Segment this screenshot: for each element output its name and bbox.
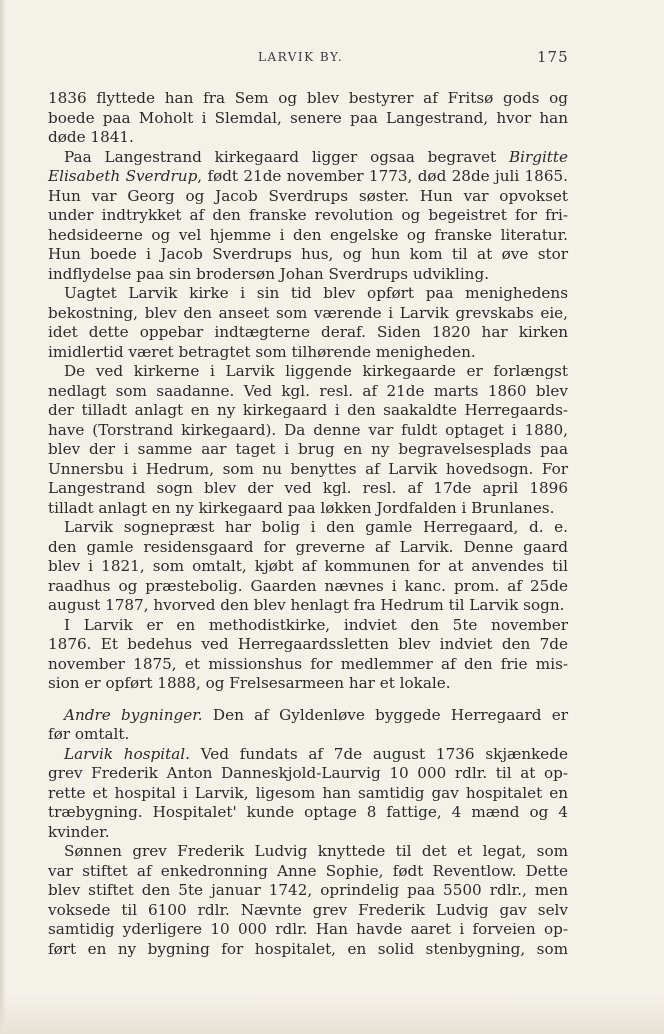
text-line: august 1787, hvorved den blev henlagt fra Hedrum til Larvik sogn. [48,596,565,614]
text-line: boede paa Moholt i Slemdal, senere paa Langestrand, hvor han [48,108,568,127]
text-line: bekostning, blev den anseet som værende i Larvik grevskabs eie, [48,303,568,322]
text-line: nedlagt som saadanne. Ved kgl. resl. af 21de marts 1860 blev [48,381,568,400]
text-line: Hun var Georg og Jacob Sverdrups søster. Hun var opvokset [48,186,568,205]
text-line: I Larvik er en methodistkirke, indviet den 5te november [64,615,568,634]
text-line: Sønnen grev Frederik Ludvig knyttede til det et legat, som [64,842,568,860]
page-number: 175 [537,48,569,66]
text-line: blev stiftet den 5te januar 1742, oprindelig paa 5500 rdlr., men [48,881,568,899]
text-line: Elisabeth Sverdrup, født 21de november 1773, død 28de juli 1865. [48,167,568,185]
text-line: Larvik hospital. Ved fundats af 7de august 1736 skjænkede [64,744,568,763]
text-line: der tilladt anlagt en ny kirkegaard i den saakaldte Herregaards- [48,401,568,419]
text-line: Larvik sognepræst har bolig i den gamle Herregaard, d. e. [64,518,568,536]
text-line: idet dette oppebar indtægterne deraf. Siden 1820 har kirken [48,323,568,341]
text-line: Hun boede i Jacob Sverdrups hus, og hun kom til at øve stor [48,245,568,263]
text-line: De ved kirkerne i Larvik liggende kirkegaarde er forlængst [64,362,568,380]
text-line: Unnersbu i Hedrum, som nu benyttes af Larvik hovedsogn. For [48,459,568,478]
body-text [48,89,568,959]
text-line: samtidig yderligere 10 000 rdlr. Han havde aaret i forveien op- [48,920,568,938]
text-line: Uagtet Larvik kirke i sin tid blev opført paa menighedens [64,284,568,302]
text-line: tilladt anlagt en ny kirkegaard paa løkken Jordfalden i Brunlanes. [48,498,555,517]
text-line: sion er opført 1888, og Frelsesarmeen har et lokale. [48,674,451,692]
text-line: indflydelse paa sin brodersøn Johan Sverdrups udvikling. [48,264,490,283]
text-line: imidlertid været betragtet som tilhørende menigheden. [48,342,476,361]
text-line: rette et hospital i Larvik, ligesom han samtidig gav hospitalet en [48,783,568,802]
running-title: LARVIK BY. [258,50,344,64]
text-line: have (Torstrand kirkegaard). Da denne var fuldt optaget i 1880, [48,420,568,439]
text-line: døde 1841. [48,128,134,146]
text-line: blev der i samme aar taget i brug en ny begravelsesplads paa [48,440,568,458]
text-line: grev Frederik Anton Danneskjold-Laurvig 10 000 rdlr. til at op- [48,764,568,782]
text-line: november 1875, et missionshus for medlemmer af den frie mis- [48,654,568,673]
text-line: hedsideerne og vel hjemme i den engelske og franske literatur. [48,225,568,244]
text-line: den gamle residensgaard for greverne af Larvik. Denne gaard [48,537,568,556]
text-line: Andre bygninger. Den af Gyldenløve byggede Herregaard er [64,705,568,724]
italic-name: Birgitte [508,147,568,166]
text-line: 1836 flyttede han fra Sem og blev bestyrer af Fritsø gods og [48,89,568,107]
page-edge-shadow [0,0,6,1034]
text-line: voksede til 6100 rdlr. Nævnte grev Frederik Ludvig gav selv [48,900,568,919]
text-line: træbygning. Hospitalet' kunde optage 8 fattige, 4 mænd og 4 [48,803,568,821]
text-line: før omtalt. [48,725,130,743]
text-line: 1876. Et bedehus ved Herregaardssletten blev indviet den 7de [48,635,568,653]
page-bottom-shadow [0,994,664,1034]
text-line: under indtrykket af den franske revolution og begeistret for fri- [48,206,568,224]
section-heading: Andre bygninger. [64,705,203,724]
text-line: var stiftet af enkedronning Anne Sophie, født Reventlow. Dette [48,861,568,880]
text-line: Paa Langestrand kirkegaard ligger ogsaa begravet Birgitte [64,147,568,166]
page-header [0,50,664,70]
text-line: Langestrand sogn blev der ved kgl. resl. af 17de april 1896 [48,479,568,497]
section-heading: Larvik hospital. [64,744,190,763]
italic-name: Elisabeth Sverdrup [48,167,198,185]
text-line: kvinder. [48,822,110,841]
text-line: raadhus og præstebolig. Gaarden nævnes i kanc. prom. af 25de [48,576,568,595]
text-line: blev i 1821, som omtalt, kjøbt af kommunen for at anvendes til [48,557,568,575]
text-line: ført en ny bygning for hospitalet, en solid stenbygning, som [48,939,568,958]
